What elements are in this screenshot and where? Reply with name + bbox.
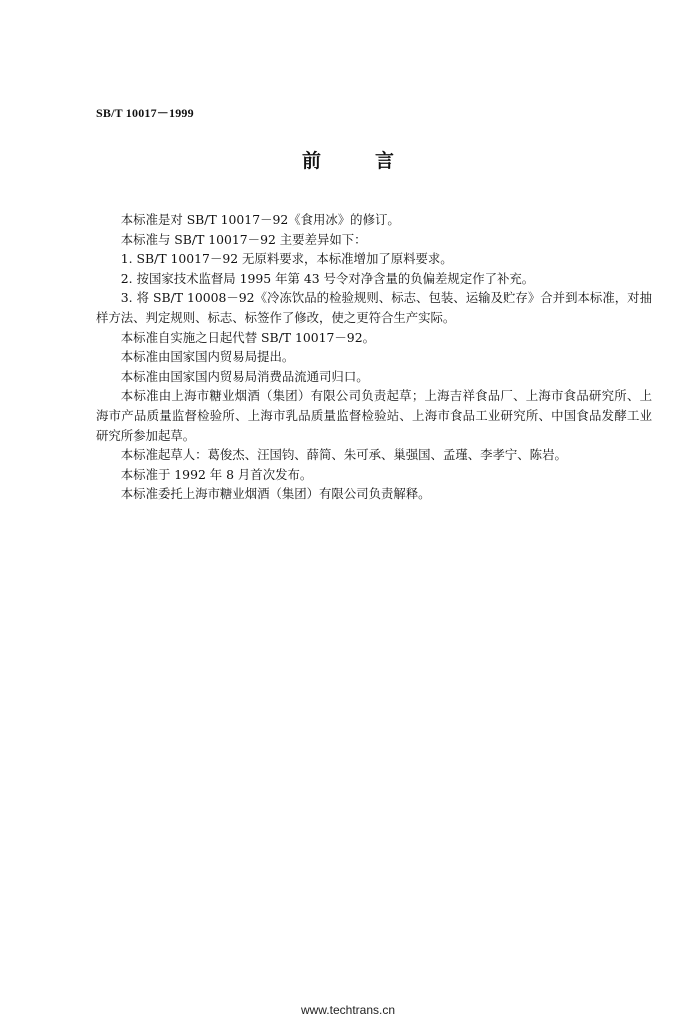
- paragraph-revision-note: 本标准是对 SB/T 10017－92《食用冰》的修订。: [120, 212, 400, 227]
- page-title: 前言: [301, 150, 448, 172]
- standard-number: SB/T 10017－1999: [96, 106, 194, 120]
- paragraph-difference-2: 2. 按国家技术监督局 1995 年第 43 号令对净含量的负偏差规定作了补充。: [120, 270, 535, 286]
- paragraph-difference-1: 1. SB/T 10017－92 无原料要求，本标准增加了原料要求。: [120, 251, 453, 267]
- paragraph-first-issue: 本标准于 1992 年 8 月首次发布。: [120, 466, 313, 482]
- paragraph-replacement: 本标准自实施之日起代替 SB/T 10017－92。: [120, 329, 375, 345]
- footer-url: www.techtrans.cn: [300, 1003, 396, 1017]
- paragraph-drafters: 本标准起草人：葛俊杰、汪国钧、薛简、朱可承、巢强国、孟瑾、李孝宁、陈岩。: [120, 447, 567, 463]
- paragraph-interpretation: 本标准委托上海市糖业烟酒（集团）有限公司负责解释。: [120, 486, 431, 502]
- paragraph-administrator: 本标准由国家国内贸易局消费品流通司归口。: [120, 368, 369, 384]
- foreword-body: [96, 210, 652, 504]
- paragraph-differences-intro: 本标准与 SB/T 10017－92 主要差异如下：: [120, 231, 367, 247]
- paragraph-difference-3: 3. 将 SB/T 10008－92《冷冻饮品的检验规则、标志、包装、运输及贮存》合并到本标准，对抽样方法、判定规则、标志、标签作了修改，使之更符合生产实际。: [96, 290, 652, 325]
- paragraph-proposer: 本标准由国家国内贸易局提出。: [120, 349, 295, 365]
- paragraph-drafting-units: 本标准由上海市糖业烟酒（集团）有限公司负责起草；上海吉祥食品厂、上海市食品研究所、上海市产品质量监督检验所、上海市乳品质量监督检验站、上海市食品工业研究所、中国食品发酵工业研究所参加起草。: [96, 388, 652, 443]
